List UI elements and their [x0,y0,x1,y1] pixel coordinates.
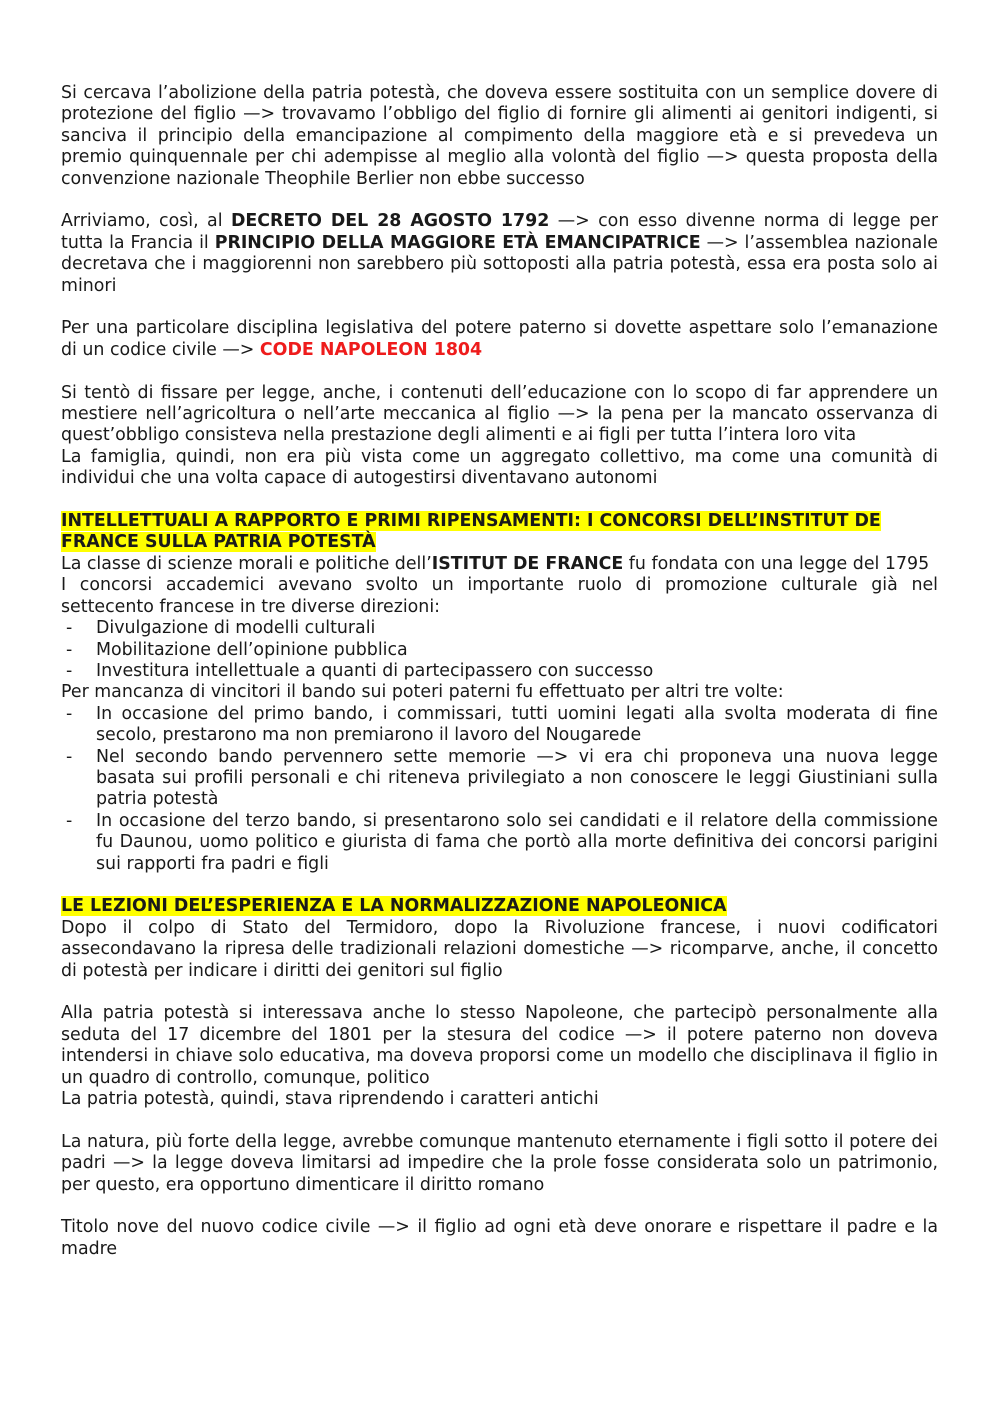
paragraph-spacer [61,190,938,211]
paragraph-termidoro: Dopo il colpo di Stato del Termidoro, dopo la Rivoluzione francese, i nuovi codificatori assecondavano la ripresa delle tradizionali relazioni domestiche —> ricomparve, anche, il concetto di potestà per indicare i diritti dei genitori sul figlio [61,917,938,981]
paragraph-classe-scienze [61,554,938,575]
paragraph-bando: Per mancanza di vincitori il bando sui poteri paterni fu effettuato per altri tre volte: [61,682,784,703]
text-run: fu fondata con una legge del 1795 [623,553,930,574]
bold-istitut: ISTITUT DE FRANCE [431,553,624,574]
section-heading-institut [61,511,938,554]
paragraph-spacer [61,982,938,1003]
section-heading-napoleonica [61,896,938,917]
paragraph-natura: La natura, più forte della legge, avrebbe comunque mantenuto eternamente i figli sotto il potere dei padri —> la legge doveva limitarsi ad impedire che la prole fosse considerata solo un patrimonio, per questo, era opportuno dimenticare il diritto romano [61,1131,938,1195]
list-item: - In occasione del primo bando, i commissari, tutti uomini legati alla svolta moderata di fine secolo, prestarono ma non premiarono il lavoro del Nougarede [61,704,938,747]
bold-principio: PRINCIPIO DELLA MAGGIORE ETÀ EMANCIPATRICE [214,232,701,253]
text-run: Arriviamo, così, al [61,211,231,232]
paragraph-educazione: Si tentò di fissare per legge, anche, i contenuti dell’educazione con lo scopo di far apprendere un mestiere nell’agricoltura o nell’arte meccanica al figlio —> la pena per la mancato osservanza di quest’obbligo consisteva nella prestazione degli alimenti e ai figli per tutta l’intera loro vita [61,382,938,446]
paragraph-famiglia: La famiglia, quindi, non era più vista come un aggregato collettivo, ma come una comunità di individui che una volta capace di autogestirsi diventavano autonomi [61,446,938,489]
text-run: La classe di scienze morali e politiche dell’ [61,553,432,574]
paragraph-spacer [61,875,938,896]
paragraph-spacer [61,1110,938,1131]
list-item: - Mobilitazione dell’opinione pubblica [61,640,938,661]
text-run: Per una particolare disciplina legislativa del potere paterno si dovette aspettare solo l’emanazione di un codice civile —> [61,318,938,360]
paragraph-abolizione: Si cercava l’abolizione della patria potestà, che doveva essere sostituita con un semplice dovere di protezione del figlio —> trovavamo l’obbligo del figlio di fornire gli alimenti ai genitori indigenti, si sanciva il principio della emancipazione al compimento della maggiore età e si prevedeva un premio quinquennale per chi adempisse al meglio alla volontà del figlio —> questa proposta della convenzione nazionale Theophile Berlier non ebbe successo [61,83,938,189]
paragraph-spacer [61,297,938,318]
text-run: —> l’assemblea nazionale decretava che i maggiorenni non sarebbero più sottoposti alla patria potestà, essa era posta solo ai minori [61,232,938,296]
paragraph-spacer [61,361,938,382]
list-direzioni [61,618,938,682]
paragraph-codice [61,318,938,361]
highlighted-heading-text: LE LEZIONI DEL’ESPERIENZA E LA NORMALIZZAZIONE NAPOLEONICA [61,896,727,917]
list-item: - Nel secondo bando pervennero sette memorie —> vi era chi proponeva una nuova legge basata sui profili personali e chi riteneva privilegiato a non conoscere le leggi Giustiniani sulla patria potestà [61,747,938,811]
paragraph-spacer [61,490,938,511]
paragraph-titolo-nove: Titolo nove del nuovo codice civile —> il figlio ad ogni età deve onorare e rispettare il padre e la madre [61,1217,938,1259]
list-item: - Divulgazione di modelli culturali [61,618,938,639]
paragraph-caratteri-antichi: La patria potestà, quindi, stava riprendendo i caratteri antichi [61,1089,599,1109]
bold-decreto: DECRETO DEL 28 AGOSTO 1792 [230,211,550,232]
list-bandi [61,704,938,875]
highlighted-heading-text: INTELLETTUALI A RAPPORTO E PRIMI RIPENSAMENTI: I CONCORSI DELL’INSTITUT DE FRANCE SULLA PATRIA POTESTÀ [61,511,881,553]
text-run: —> con esso divenne norma di legge per tutta la Francia il [61,211,938,253]
list-item: - Investitura intellettuale a quanti di partecipassero con successo [61,661,938,682]
paragraph-spacer [61,1196,938,1217]
document-body [61,83,938,1260]
paragraph-napoleone: Alla patria potestà si interessava anche lo stesso Napoleone, che partecipò personalmente alla seduta del 17 dicembre del 1801 per la stesura del codice —> il potere paterno non doveva intendersi in chiave solo educativa, ma doveva proporsi come un modello che disciplinava il figlio in un quadro di controllo, comunque, politico [61,1003,938,1088]
red-code-napoleon: CODE NAPOLEON 1804 [259,339,483,360]
list-item: - In occasione del terzo bando, si presentarono solo sei candidati e il relatore della commissione fu Daunou, uomo politico e giurista di fama che portò alla morte definitiva dei concorsi parigini sui rapporti fra padri e figli [61,811,938,875]
paragraph-concorsi: I concorsi accademici avevano svolto un importante ruolo di promozione culturale già nel settecento francese in tre diverse direzioni: [61,575,938,617]
paragraph-decreto [61,211,938,297]
